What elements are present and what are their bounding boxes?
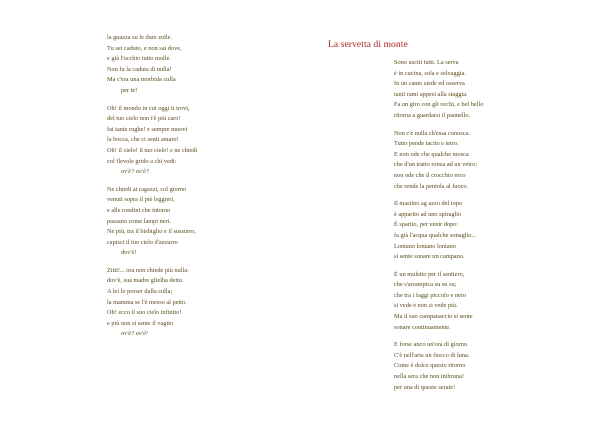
stanza [394,199,594,263]
poem-line: la mamma se l'è messo al petto. [107,298,187,306]
poem-line: la guazza su le dure zolle. [107,34,173,41]
poem-line: Oh! il cielo! il tuo cielo! e ne chiedi [107,146,198,154]
poem-title: La servetta di monte [328,40,408,50]
poem-line: fai tante rughe! e sempre muovi [107,125,188,133]
poem-line: è in cucina, sola e selvaggia. [394,69,466,77]
poem-line: È un muletto per il sentiero, [394,270,465,278]
poem-line: per una di queste serate! [394,383,456,391]
poem-line: venuti sopra il piè leggieri, [107,196,175,204]
poem-line: A lei lo porser dalla culla; [107,288,173,296]
poem-line: Ne più, tra il bisbiglio e il sussurro, [107,228,197,236]
poem-line: ritorna a guardarsi il pannello. [394,111,471,119]
poem-line: col flevole grido a chi vedi: [107,157,177,165]
poem-line: Non fu la caduta di nulla! [107,65,172,73]
poem-line: Non c'è nulla ch'essa conosca. [394,129,470,137]
poem-line: del tuo cielo non t'è più caro! [107,115,181,123]
poem-line: Oh! ecco il suo cielo infinito! [107,309,182,317]
stanza [107,185,297,259]
stanza [107,266,297,340]
poem-line: Zitti!... ora non chiede più nulla: [107,266,189,274]
poem-line: che d'un tratto ronza ad un vetro; [394,161,477,169]
poem-line: C'è nell'aria un fiocco di luna. [394,351,470,359]
poem-line: fa già l'acqua qualche sonaglio... [394,231,477,239]
poem-line: capisci il tuo cielo d'azzurro [107,238,178,246]
poem-line: passano come lampi neri. [107,217,171,225]
poem-line: Il mastino ag azzo del topo [394,200,463,208]
poem-line: Tu sei caduto, e non sai dove, [107,44,182,52]
stanza [394,340,594,393]
right-poem-column [394,58,594,400]
poem-line: tanti rami appesi alla staggia. [394,90,468,98]
poem-line: ov'è? ov'è? [121,168,150,176]
poem-line: Sono usciti tutti. La serva [394,59,459,66]
stanza [394,58,594,122]
poem-line: Fa un giro con gli occhi, e bel bello [394,101,484,109]
poem-line: e già l'occhio tutto molle. [107,55,171,63]
poem-line: ov'è? ov'è! [121,330,148,338]
poem-line: e alle rondini che intorno [107,206,171,214]
poem-line: per te! [121,86,138,94]
poem-line: Ma il suo campanaccio si sente [394,313,473,321]
poem-line: Tutto pende tacito e tetro. [394,140,459,148]
poem-line: è apparito ad uno spiraglio [394,210,462,218]
poem-line: che tra i faggi piccolo e nero [394,291,467,299]
stanza [107,33,297,97]
poem-line: nella sera che non imbruna! [394,373,464,381]
poem-line: che s'arrampica su su su; [394,281,457,289]
right-page [300,0,600,424]
poem-line: dov'è, sua madre glielha detto. [107,277,184,285]
poem-line: la bocca, che ci senti amaro! [107,136,179,144]
poem-line: dov'è! [121,249,137,257]
left-poem-column [107,33,297,347]
poem-line: E non ode che qualche mosca [394,150,469,158]
poem-line: sonare continuamente. [394,323,451,331]
poem-line: e più non si sente il vagito [107,319,174,327]
poem-line: che rende la pentola al fuoco. [394,182,469,190]
poem-line: Ma c'era una morbida culla [107,76,176,84]
stanza [394,129,594,193]
poem-line: non ode che il crocchio roco [394,171,466,179]
poem-line: si sente sonare un campano. [394,253,465,261]
poem-line: Oh! il mondo in cui oggi ti trovi, [107,104,190,112]
poem-line: È sparito, per venir dopo: [394,221,459,229]
poem-line: E forse anco un'ora di giorno. [394,341,469,349]
poem-line: Ne chiedi ai ragazzi, col giorno [107,185,187,193]
poem-line: Come è dolce questo ritorno [394,362,466,370]
stanza [394,270,594,334]
stanza [107,104,297,178]
poem-line: si vede e non si vede più. [394,302,458,310]
poem-line: Lontano lontano lontano [394,242,456,250]
poem-line: In un canto siede ed osserva [394,80,465,88]
